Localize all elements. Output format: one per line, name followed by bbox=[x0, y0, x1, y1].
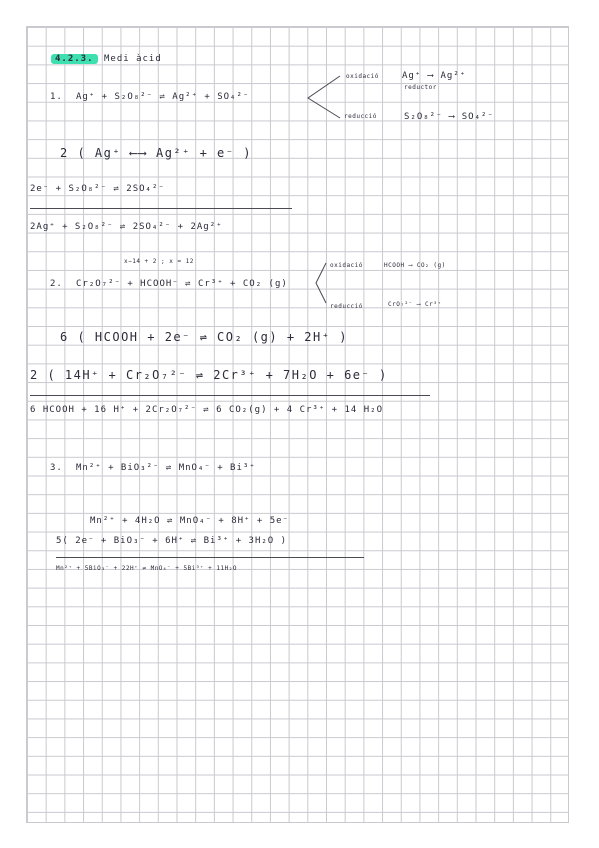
ex1-oxidation-eq: Ag⁺ ⟶ Ag²⁺ bbox=[402, 71, 467, 81]
ex2-oxidation-numbers: x−14 + 2 ; x = 12 bbox=[124, 258, 194, 265]
ex2-reduction-eq: CrO₇²⁻ ⟶ Cr³⁺ bbox=[388, 301, 442, 308]
ex2-half-oxidation: 6 ( HCOOH + 2e⁻ ⇌ CO₂ (g) + 2H⁺ ) bbox=[60, 330, 348, 344]
ex1-half-reduction: 2e⁻ + S₂O₈²⁻ ⇌ 2SO₄²⁻ bbox=[30, 184, 165, 194]
ex1-half-oxidation: 2 ( Ag⁺ ⟵⟶ Ag²⁺ + e⁻ ) bbox=[60, 146, 252, 160]
ex2-reduction-label: reducció bbox=[330, 303, 363, 310]
ex1-reduction-eq: S₂O₈²⁻ ⟶ SO₄²⁻ bbox=[404, 112, 494, 122]
ex3-sum-rule bbox=[56, 557, 364, 558]
ex1-reductor-label: reductor bbox=[404, 84, 437, 91]
ex2-equation: Cr₂O₇²⁻ + HCOOH⁻ ⇌ Cr³⁺ + CO₂ (g) bbox=[76, 279, 288, 289]
ex1-oxidation-label: oxidació bbox=[346, 73, 379, 80]
ex3-number: 3. bbox=[50, 463, 63, 473]
ex2-oxidation-label: oxidació bbox=[330, 262, 363, 269]
ex1-equation: Ag⁺ + S₂O₈²⁻ ⇌ Ag²⁺ + SO₄²⁻ bbox=[76, 92, 250, 102]
ex3-total: Mn²⁺ + 5BiO₃⁻ + 22H⁺ ⇌ MnO₄⁻ + 5Bi³⁺ + 11H₂O bbox=[56, 565, 237, 572]
ex3-equation: Mn²⁺ + BiO₃²⁻ ⇌ MnO₄⁻ + Bi³⁺ bbox=[76, 463, 256, 473]
ex3-half-reduction: 5( 2e⁻ + BiO₃⁻ + 6H⁺ ⇌ Bi³⁺ + 3H₂O ) bbox=[56, 536, 288, 546]
ex1-reduction-label: reducció bbox=[344, 113, 377, 120]
ex3-half-oxidation: Mn²⁺ + 4H₂O ⇌ MnO₄⁻ + 8H⁺ + 5e⁻ bbox=[90, 516, 289, 526]
ex2-half-reduction: 2 ( 14H⁺ + Cr₂O₇²⁻ ⇌ 2Cr³⁺ + 7H₂O + 6e⁻ ) bbox=[30, 368, 388, 382]
ex2-sum-rule bbox=[30, 395, 430, 396]
ex2-oxidation-eq: HCOOH ⟶ CO₂ (g) bbox=[384, 262, 446, 269]
section-number: 4.2.3. bbox=[51, 54, 98, 64]
ex2-total: 6 HCOOH + 16 H⁺ + 2Cr₂O₇²⁻ ⇌ 6 CO₂(g) + 4 Cr³⁺ + 14 H₂O bbox=[30, 405, 384, 415]
ex1-total: 2Ag⁺ + S₂O₈²⁻ ⇌ 2SO₄²⁻ + 2Ag²⁺ bbox=[30, 222, 223, 232]
section-title: Medi àcid bbox=[104, 54, 162, 64]
ex2-number: 2. bbox=[50, 279, 63, 289]
ex1-sum-rule bbox=[30, 208, 292, 209]
ex1-number: 1. bbox=[50, 92, 63, 102]
